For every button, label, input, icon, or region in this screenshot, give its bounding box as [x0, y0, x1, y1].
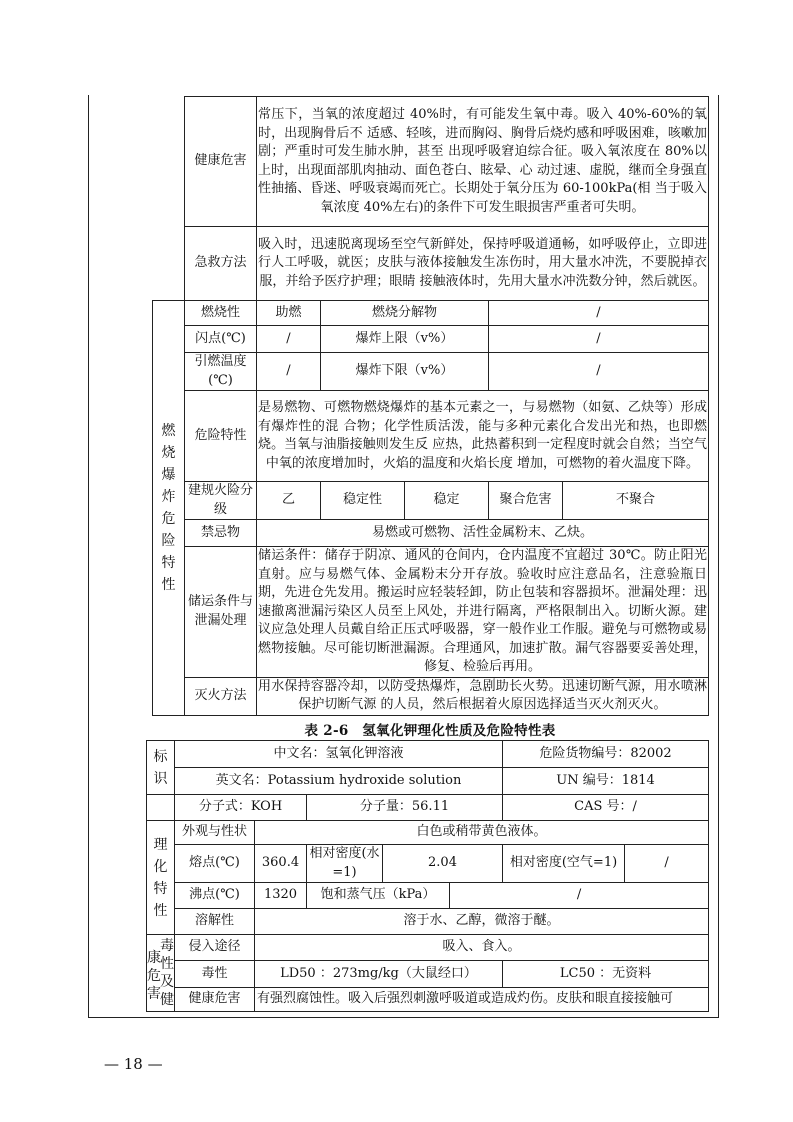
- route-label: 侵入途径: [175, 935, 255, 961]
- incompatible-value: 易燃或可燃物、活性金属粉末、乙炔。: [257, 520, 709, 547]
- koh-table: [146, 740, 709, 1012]
- solubility-label: 溶解性: [175, 909, 255, 935]
- health-section-label: 康危害 毒性及健: [147, 935, 175, 1012]
- decomposition-value: /: [489, 301, 709, 326]
- storage-text: 储运条件：储存于阴凉、通风的仓间内，仓内温度不宜超过 30℃。防止阳光直射。应与易燃气体、金属粉末分开存放。验收时应注意品名，注意验瓶日期，先进仓先发用。搬运时应轻装轻卸，防止包装和容器损坏。泄漏处理：迅速撤离泄漏污染区人员至上风处，并进行隔离，严格限制出入。切断火源。建议应急处理人员戴自给正压式呼吸器，穿一般作业工作服。避免与可燃物或易燃物接触。尽可能切断泄漏源。合理通风，加速扩散。漏气容器要妥善处理，修复、检验后再用。: [257, 547, 709, 678]
- polymerization-value: 不聚合: [563, 482, 709, 520]
- health-hazard-side: [153, 97, 185, 227]
- fire-class-value: 乙: [257, 482, 321, 520]
- first-aid-side: [153, 227, 185, 301]
- formula-side: [147, 795, 175, 821]
- flash-point-value: /: [257, 326, 321, 353]
- koh-health-hazard-value: 有强烈腐蚀性。吸入后强烈刺激呼吸道或造成灼伤。皮肤和眼直接接触可: [255, 988, 709, 1012]
- dangerous-goods-no: 危险货物编号：82002: [503, 741, 709, 768]
- hazard-properties-label: 危险特性: [185, 391, 257, 482]
- formula: 分子式：KOH: [175, 795, 307, 821]
- fire-section-label: 燃烧爆炸危险特性: [153, 301, 185, 716]
- cas-no: CAS 号：/: [503, 795, 709, 821]
- identity-label: 标识: [147, 741, 175, 795]
- boiling-label: 沸点(℃): [175, 883, 255, 909]
- toxicity-label: 毒性: [175, 961, 255, 988]
- upper-limit-label: 爆炸上限（v%）: [321, 326, 489, 353]
- route-value: 吸入、食入。: [255, 935, 709, 961]
- boiling-value: 1320: [255, 883, 307, 909]
- ld50-value: LD50 ：273mg/kg（大鼠经口）: [255, 961, 503, 988]
- un-no: UN 编号：1814: [503, 768, 709, 795]
- physchem-label: 理化特性: [147, 821, 175, 935]
- page-frame-left: [88, 95, 89, 1018]
- oxygen-hazard-table: [152, 96, 709, 716]
- flash-point-label: 闪点(℃): [185, 326, 257, 353]
- extinguish-label: 灭火方法: [185, 677, 257, 715]
- mol-weight: 分子量：56.11: [307, 795, 503, 821]
- extinguish-text: 用水保持容器冷却，以防受热爆炸，急剧助长火势。迅速切断气源，用水喷淋保护切断气源 的人员，然后根据着火原因选择适当灭火剂灭火。: [257, 677, 709, 715]
- solubility-value: 溶于水、乙醇，微溶于醚。: [255, 909, 709, 935]
- storage-label: 储运条件与泄漏处理: [185, 547, 257, 678]
- health-hazard-text: 常压下，当氧的浓度超过 40%时，有可能发生氧中毒。吸入 40%-60%的氧时，出现胸骨后不 适感、轻咳，进而胸闷、胸骨后烧灼感和呼吸困难，咳嗽加剧；严重时可发生肺水肿，甚至 出现呼吸窘迫综合征。吸入氧浓度在 80%以上时，出现面部肌肉抽动、面色苍白、眩晕、心 动过速、虚脱，继而全身强直性抽搐、昏迷、呼吸衰竭而死亡。长期处于氧分压为 60-100kPa(相 当于吸入氧浓度 40%左右)的条件下可发生眼损害严重者可失明。: [257, 97, 709, 227]
- rel-density-water-value: 2.04: [383, 845, 503, 883]
- table-caption: 表 2-6 氢氧化钾理化性质及危险特性表: [304, 723, 556, 739]
- koh-health-hazard-label: 健康危害: [175, 988, 255, 1012]
- en-name: 英文名：Potassium hydroxide solution: [175, 768, 503, 795]
- page-frame-bottom: [88, 1017, 719, 1018]
- rel-density-air-value: /: [625, 845, 709, 883]
- fire-class-label: 建规火险分级: [185, 482, 257, 520]
- melting-value: 360.4: [255, 845, 307, 883]
- ignition-temp-value: /: [257, 353, 321, 391]
- first-aid-label: 急救方法: [185, 227, 257, 301]
- vapor-label: 饱和蒸气压（kPa）: [307, 883, 450, 909]
- melting-label: 熔点(℃): [175, 845, 255, 883]
- lower-limit-value: /: [489, 353, 709, 391]
- appearance-value: 白色或稍带黄色液体。: [255, 821, 709, 845]
- first-aid-text: 吸入时，迅速脱离现场至空气新鲜处，保持呼吸道通畅，如呼吸停止，立即进行人工呼吸，就医；皮肤与液体接触发生冻伤时，用大量水冲洗，不要脱掉衣服，并给予医疗护理；眼睛 接触液体时，先用大量水冲洗数分钟，然后就医。: [257, 227, 709, 301]
- polymerization-label: 聚合危害: [489, 482, 563, 520]
- appearance-label: 外观与性状: [175, 821, 255, 845]
- hazard-properties-text: 是易燃物、可燃物燃烧爆炸的基本元素之一，与易燃物（如氨、乙炔等）形成有爆炸性的混 合物；化学性质活泼，能与多种元素化合发出光和热，也即燃烧。当氧与油脂接触则发生反 应热，此热蓄积到一定程度时就会自然；当空气中氧的浓度增加时，火焰的温度和火焰长度 增加，可燃物的着火温度下降。: [257, 391, 709, 482]
- vapor-value: /: [450, 883, 709, 909]
- rel-density-air-label: 相对密度(空气=1): [503, 845, 625, 883]
- stability-value: 稳定: [405, 482, 489, 520]
- combustibility-value: 助燃: [257, 301, 321, 326]
- stability-label: 稳定性: [321, 482, 405, 520]
- lower-limit-label: 爆炸下限（v%）: [321, 353, 489, 391]
- incompatible-label: 禁忌物: [185, 520, 257, 547]
- ignition-temp-label: 引燃温度(℃): [185, 353, 257, 391]
- page-frame-right: [718, 95, 719, 1018]
- cn-name: 中文名：氢氧化钾溶液: [175, 741, 503, 768]
- decomposition-label: 燃烧分解物: [321, 301, 489, 326]
- upper-limit-value: /: [489, 326, 709, 353]
- lc50-value: LC50 ：无资料: [503, 961, 709, 988]
- combustibility-label: 燃烧性: [185, 301, 257, 326]
- page-number: — 18 —: [104, 1055, 163, 1073]
- health-hazard-label: 健康危害: [185, 97, 257, 227]
- rel-density-water-label: 相对密度(水=1): [307, 845, 383, 883]
